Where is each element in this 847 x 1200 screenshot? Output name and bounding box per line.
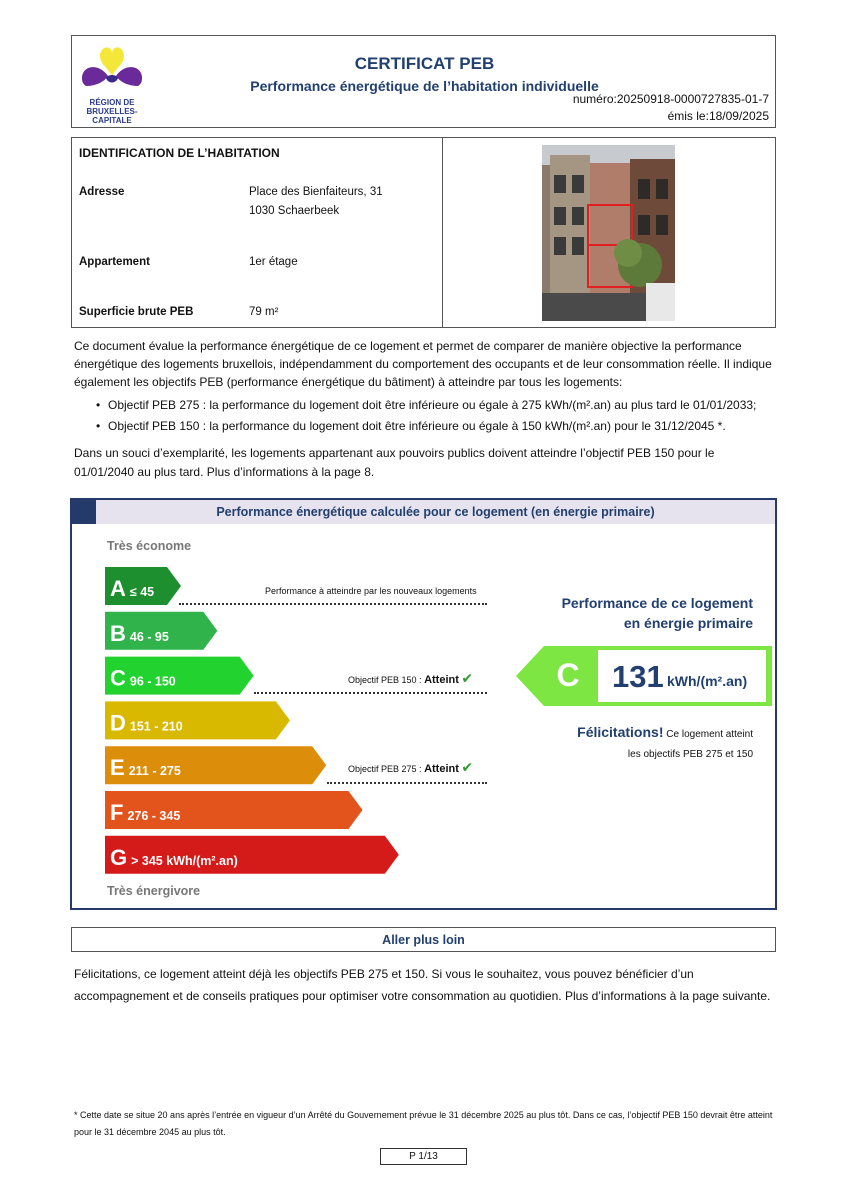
certificate-subtitle: Performance énergétique de l’habitation individuelle [250, 78, 599, 94]
address-line1: Place des Bienfaiteurs, 31 [249, 186, 383, 198]
current-performance-title [562, 593, 753, 633]
felicitations-line2: les objectifs PEB 275 et 150 [627, 749, 753, 760]
public-buildings-note: Dans un souci d’exemplarité, les logements appartenant aux pouvoirs publics doivent atteindre l’objectif PEB 150 pour le 01/01/2040 au plus tard. Plus d’informations à la page 8. [74, 446, 715, 479]
energy-class-letter: F [110, 800, 124, 825]
certificate-title: CERTIFICAT PEB [354, 54, 495, 73]
footnote: * Cette date se situe 20 ans après l’entrée en vigueur d’un Arrêté du Gouvernement prévue le 31 décembre 2025 au plus tôt. Dans ce cas, l’objectif PEB 150 devrait être atteint pour le 31 décembre 2045 au plus tôt. [74, 1110, 773, 1137]
energy-class-letter: B [110, 620, 126, 646]
energy-class-range: 211 - 275 [128, 764, 181, 779]
intro-paragraph: Ce document évalue la performance énergétique de ce logement et permet de comparer de manière objective la performance énergétique des logements bruxellois, indépendamment du comportement des occupants et de leur consommation réelle. Il indique également les objectifs PEB (performance énergétique du bâtiment) à atteindre par tous les logements: [74, 339, 772, 389]
energy-class-f [105, 791, 363, 829]
identification-title: IDENTIFICATION DE L’HABITATION [79, 146, 280, 160]
objective-150-status [348, 670, 473, 687]
logo-text-line: BRUXELLES- [86, 107, 138, 116]
objective-150-line [254, 692, 487, 694]
energy-class-d [105, 701, 290, 739]
logo-text [78, 98, 146, 125]
tres-econome-label: Très économe [107, 539, 192, 553]
energy-class-c [105, 657, 254, 695]
objective-150-atteint: Atteint [424, 674, 459, 686]
address-line2: 1030 Schaerbeek [249, 205, 340, 217]
surface-value: 79 m² [249, 306, 279, 318]
performance-section [70, 498, 777, 910]
current-performance-title-line2: en énergie primaire [623, 615, 753, 631]
energy-class-letter: C [110, 665, 126, 691]
checkmark-icon: ✔ [461, 759, 474, 775]
current-class-letter: C [556, 657, 580, 693]
felicitations-title: Félicitations! [577, 724, 664, 740]
energy-class-range: 276 - 345 [127, 809, 181, 823]
building-photo [542, 145, 675, 321]
energy-class-range: 96 - 150 [129, 674, 176, 689]
current-value: 131 [612, 659, 664, 694]
address-label: Adresse [79, 186, 125, 198]
objective-275-atteint: Atteint [424, 763, 459, 775]
energy-class-letter: E [110, 755, 125, 781]
energy-class-range: 46 - 95 [129, 629, 169, 644]
objective-275-line [327, 782, 487, 784]
aller-plus-loin-header: Aller plus loin [71, 927, 776, 952]
objective-275-label: Objectif PEB 275 : [348, 764, 422, 774]
performance-title: Performance énergétique calculée pour ce logement (en énergie primaire) [216, 505, 655, 519]
identification-section [71, 137, 776, 328]
energy-class-arrow [105, 657, 254, 695]
energy-class-range: 151 - 210 [129, 719, 183, 734]
felicitations-block [577, 722, 753, 765]
logo-text-line: CAPITALE [92, 116, 132, 125]
current-class-indicator [516, 646, 772, 706]
surface-label: Superficie brute PEB [79, 306, 194, 318]
aller-plus-loin-text: Félicitations, ce logement atteint déjà les objectifs PEB 275 et 150. Si vous le souhaitez, vous pouvez bénéficier d’un accompagnement et de conseils pratiques pour optimiser votre consommation au quotidien. Plus d’informations à la page suivante. [74, 967, 771, 1003]
certificate-header [71, 35, 776, 128]
logo-text-line: RÉGION DE [89, 98, 135, 107]
energy-class-letter: A [110, 576, 126, 601]
energy-class-a [105, 567, 181, 605]
energy-class-letter: D [110, 710, 126, 736]
energy-class-range: > 345 kWh/(m².an) [131, 853, 238, 868]
energy-class-b [105, 612, 217, 650]
tres-energivore-label: Très énergivore [107, 884, 201, 898]
objective-275-status [348, 759, 473, 776]
energy-class-range: ≤ 45 [129, 585, 155, 599]
apartment-label: Appartement [79, 256, 150, 268]
new-buildings-label: Performance à atteindre par les nouveaux logements [265, 586, 477, 596]
energy-class-e [105, 746, 326, 784]
apartment-value: 1er étage [249, 256, 298, 268]
page-number: P 1/13 [380, 1148, 467, 1165]
checkmark-icon: ✔ [461, 670, 474, 686]
new-buildings-threshold-line [179, 603, 487, 605]
objective-150-label: Objectif PEB 150 : [348, 675, 422, 685]
current-unit: kWh/(m².an) [667, 673, 748, 689]
list-item: • Objectif PEB 150 : la performance du logement doit être inférieure ou égale à 150 kWh/(m².an) pour le 31/12/2045 *. [96, 416, 776, 437]
list-item: • Objectif PEB 275 : la performance du logement doit être inférieure ou égale à 275 kWh/(m².an) au plus tard le 01/01/2033; [96, 395, 776, 416]
energy-class-letter: G [110, 844, 128, 870]
certificate-number: numéro:20250918-0000727835-01-7 [572, 92, 769, 106]
objectives-list [96, 395, 776, 437]
felicitations-line1: Ce logement atteint [666, 729, 753, 740]
issue-date: émis le:18/09/2025 [667, 109, 769, 123]
identification-details [72, 138, 443, 327]
energy-class-g [105, 836, 399, 874]
current-performance-title-line1: Performance de ce logement [561, 595, 753, 611]
